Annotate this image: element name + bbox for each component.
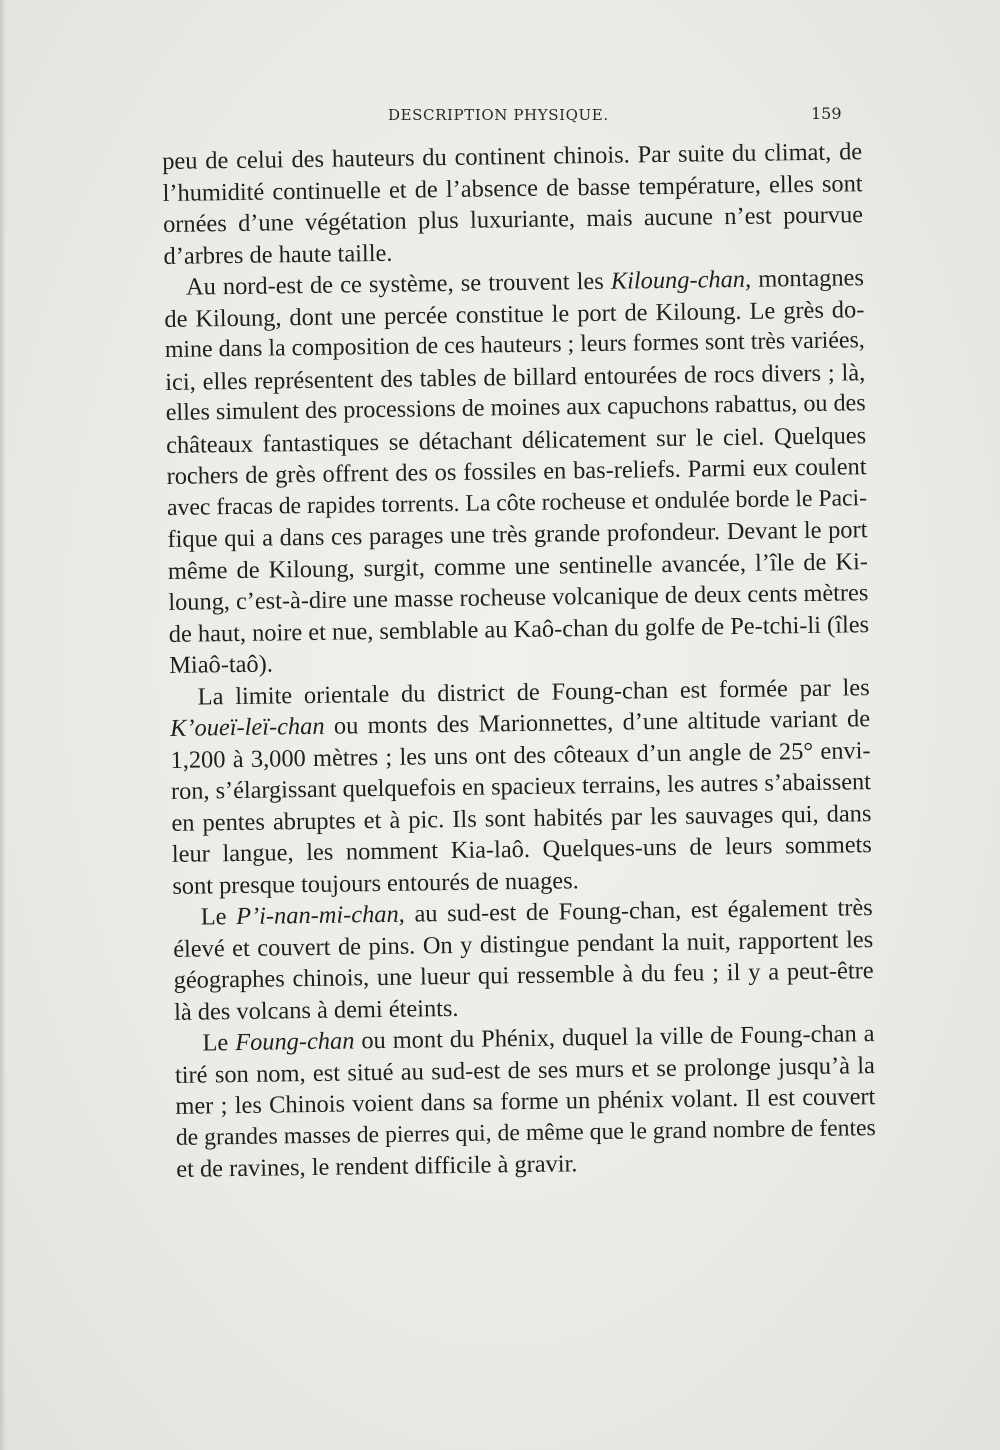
- text-segment: ou mont du Phénix, duquel la ville de Foung-chan a: [354, 1020, 875, 1055]
- text-segment: Le: [200, 903, 237, 931]
- text-segment: de Kiloung, dont une percée constitue le port de Kiloung. Le grès do-: [164, 295, 865, 333]
- text-segment: au sud-est de Foung-chan, est également très: [404, 894, 873, 928]
- text-segment: d’arbres de haute taille.: [163, 239, 393, 270]
- text-segment: Au nord-est de ce système, se trouvent les: [185, 267, 612, 301]
- text-segment: rochers de grès offrent des os fossiles en bas-reliefs. Parmi eux coulent: [166, 453, 867, 490]
- text-segment: là des volcans à demi éteints.: [173, 994, 459, 1026]
- text-segment: géographes chinois, une lueur qui ressemble à du feu ; il y a peut-être: [173, 957, 874, 994]
- italic-segment: Foung-chan: [235, 1027, 355, 1057]
- italic-segment: P’i-nan-mi-chan,: [235, 900, 405, 931]
- text-segment: mine dans la composition de ces hauteurs ; leurs formes sont très variées,: [164, 327, 865, 363]
- text-segment: montagnes: [750, 264, 865, 293]
- text-segment: de haut, noire et nue, semblable au Kaô-chan du golfe de Pe-tchi-li (îles: [168, 610, 870, 648]
- text-segment: ici, elles représentent des tables de billard entourées de rocs divers ; là,: [165, 358, 866, 396]
- text-segment: fique qui a dans ces parages une très grande profondeur. Devant le port: [167, 516, 868, 553]
- text-segment: avec fracas de rapides torrents. La côte rocheuse et ondulée borde le Paci-: [166, 484, 868, 521]
- text-segment: sont presque toujours entourés de nuages.: [172, 866, 579, 900]
- text-segment: Le: [202, 1029, 236, 1057]
- text-segment: ron, s’élargissant quelquefois en spacieux terrains, les autres s’abaissent: [170, 768, 872, 805]
- text-segment: ou monts des Marionnettes, d’une altitude variant de: [324, 705, 871, 740]
- text-segment: de grandes masses de pierres qui, de même que le grand nombre de fentes: [175, 1114, 876, 1151]
- text-segment: mer ; les Chinois voient dans sa forme un phénix volant. Il est couvert: [175, 1083, 876, 1120]
- text-segment: elles simulent des processions de moines aux capuchons rabattus, ou des: [165, 390, 866, 426]
- text-segment: élevé et couvert de pins. On y distingue pendant la nuit, rapportent les: [173, 925, 874, 963]
- text-segment: et de ravines, le rendent difficile à gravir.: [176, 1150, 578, 1183]
- body-text: [162, 136, 876, 1185]
- text-segment: ornées d’une végétation plus luxuriante, mais aucune n’est pourvue: [162, 201, 864, 238]
- text-segment: même de Kiloung, surgit, comme une sentinelle avancée, l’île de Ki-: [167, 547, 869, 585]
- text-segment: châteaux fantastiques se détachant délicatement sur le ciel. Quelques: [165, 421, 867, 459]
- text-segment: tiré son nom, est situé au sud-est de ses murs et se prolonge jusqu’à la: [174, 1051, 876, 1089]
- text-segment: leur langue, les nomment Kia-laô. Quelques-uns de leurs sommets: [171, 831, 873, 868]
- italic-segment: Kiloung-chan,: [610, 265, 752, 295]
- page-number: 159: [811, 104, 842, 123]
- page-edge-shadow: [0, 0, 6, 1450]
- text-segment: La limite orientale du district de Foung-chan est formée par les: [197, 673, 870, 711]
- running-head: DESCRIPTION PHYSIQUE.: [388, 106, 609, 124]
- text-segment: l’humidité continuelle et de l’absence de basse température, elles sont: [162, 169, 863, 207]
- text-segment: peu de celui des hauteurs du continent chinois. Par suite du climat, de: [162, 138, 863, 175]
- text-segment: 1,200 à 3,000 mètres ; les uns ont des côteaux d’un angle de 25° envi-: [170, 736, 871, 774]
- italic-segment: K’oueï-leï-chan: [169, 712, 325, 742]
- text-segment: loung, c’est-à-dire une masse rocheuse volcanique de deux cents mètres: [168, 579, 869, 616]
- text-segment: en pentes abruptes et à pic. Ils sont habités par les sauvages qui, dans: [171, 799, 872, 837]
- text-segment: Miaô-taô).: [169, 650, 274, 679]
